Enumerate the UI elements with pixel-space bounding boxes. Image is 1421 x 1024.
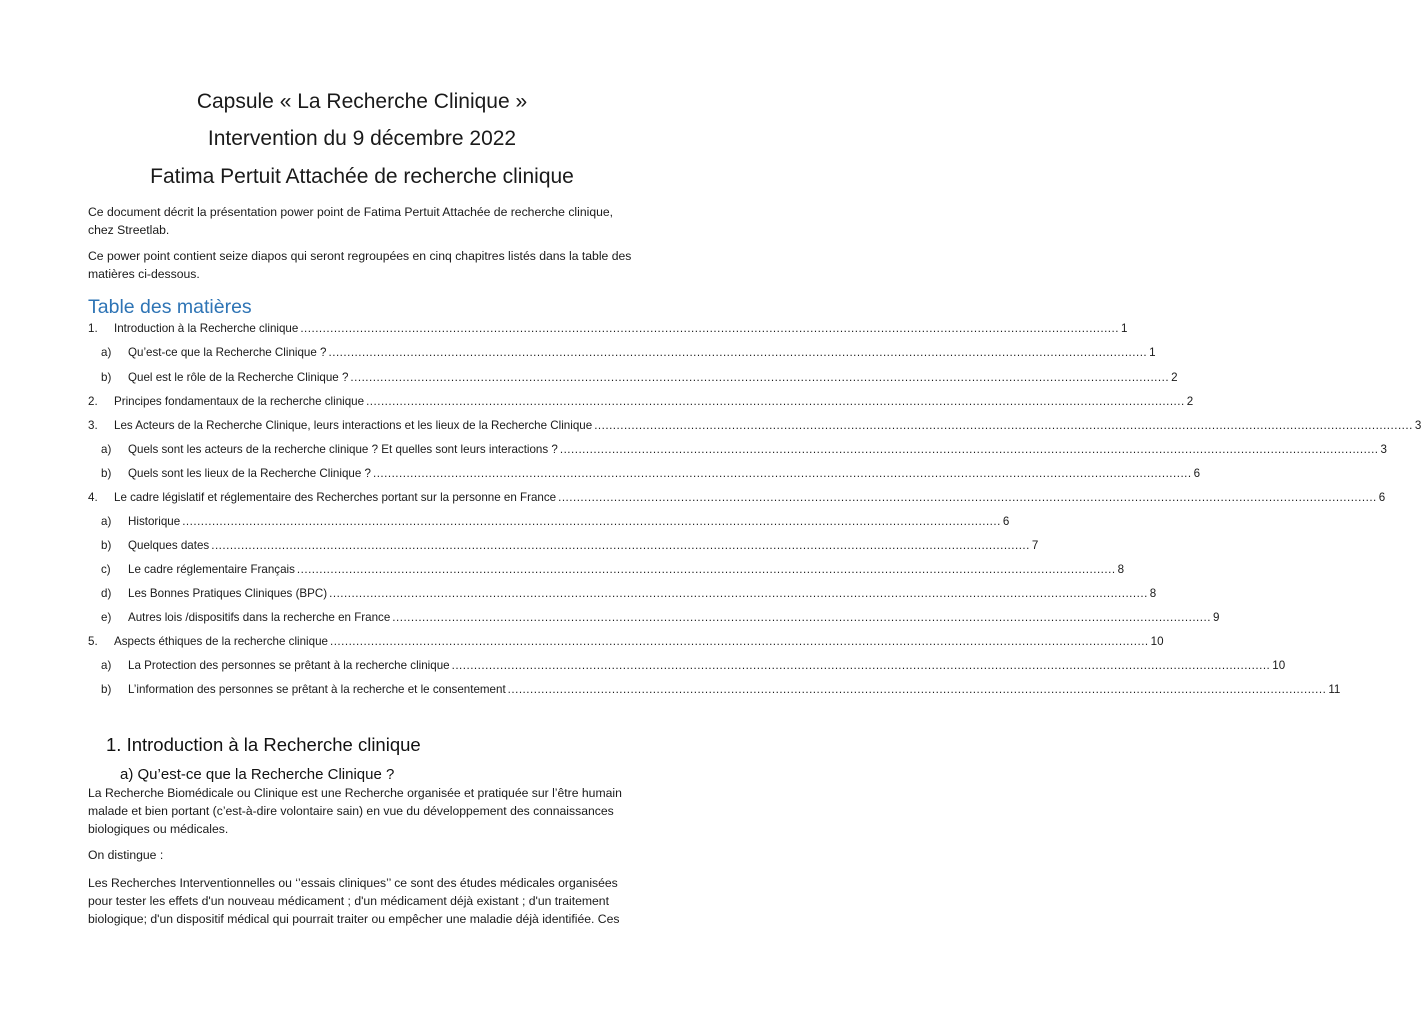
- toc-entry-page: 6: [1378, 491, 1386, 504]
- body-line: malade et bien portant (c’est-à-dire volontaire sain) en vue du développement des connaissances: [88, 804, 614, 818]
- toc-entry-number: a): [101, 346, 112, 359]
- toc-entry[interactable]: [101, 514, 1010, 530]
- toc-dot-leader: ............................................................................................................................................................................................................................: [328, 346, 1148, 359]
- body-line: biologique; d'un dispositif médical qui pourrait traiter ou empêcher une maladie déjà identifiée. Ces: [88, 912, 620, 926]
- toc-entry[interactable]: [101, 442, 1387, 458]
- toc-entry-number: a): [101, 443, 112, 456]
- toc-dot-leader: ............................................................................................................................................................................................................................: [329, 587, 1148, 600]
- toc-entry[interactable]: [101, 658, 1286, 674]
- toc-entry[interactable]: [101, 682, 1341, 698]
- toc-entry-title: Aspects éthiques de la recherche clinique: [114, 635, 328, 648]
- toc-entry-number: d): [101, 587, 112, 600]
- toc-entry[interactable]: [88, 394, 1194, 410]
- intro-paragraph-2: Ce power point contient seize diapos qui seront regroupées en cinq chapitres listés dans la table des matières ci-dessous.: [88, 249, 632, 281]
- toc-entry-title: Le cadre législatif et réglementaire des Recherches portant sur la personne en France: [114, 491, 557, 504]
- document-subtitle-author: Fatima Pertuit Attachée de recherche clinique: [150, 165, 574, 188]
- toc-entry-number: 1.: [88, 322, 98, 335]
- toc-entry[interactable]: [101, 562, 1125, 578]
- toc-entry-title: Historique: [128, 515, 181, 528]
- toc-entry-title: Les Acteurs de la Recherche Clinique, leurs interactions et les lieux de la Recherche Clinique: [114, 419, 593, 432]
- toc-entry-title: Quels sont les lieux de la Recherche Clinique ?: [128, 467, 371, 480]
- body-line: On distingue :: [88, 848, 164, 862]
- toc-entry-number: b): [101, 467, 112, 480]
- document-subtitle-date: Intervention du 9 décembre 2022: [207, 127, 517, 150]
- toc-entry-page: 11: [1328, 683, 1341, 696]
- toc-dot-leader: ............................................................................................................................................................................................................................: [392, 611, 1211, 624]
- toc-entry[interactable]: [101, 586, 1157, 602]
- toc-entry-number: a): [101, 659, 112, 672]
- toc-entry-number: c): [101, 563, 111, 576]
- toc-entry-number: 5.: [88, 635, 98, 648]
- toc-entry-title: Les Bonnes Pratiques Cliniques (BPC): [128, 587, 328, 600]
- toc-entry-page: 2: [1186, 395, 1194, 408]
- toc-dot-leader: ............................................................................................................................................................................................................................: [329, 635, 1149, 648]
- toc-dot-leader: ............................................................................................................................................................................................................................: [296, 563, 1116, 576]
- toc-entry-page: 10: [1272, 659, 1286, 672]
- toc-entry[interactable]: [101, 345, 1156, 361]
- document-title: Capsule « La Recherche Clinique »: [196, 90, 528, 113]
- toc-entry[interactable]: [101, 466, 1201, 482]
- toc-dot-leader: ............................................................................................................................................................................................................................: [350, 371, 1170, 384]
- body-line: biologiques ou médicales.: [88, 822, 229, 836]
- toc-entry-number: 3.: [88, 419, 98, 432]
- toc-entry-page: 8: [1149, 587, 1157, 600]
- body-line: pour tester les effets d'un nouveau médicament ; d'un médicament déjà existant ; d'un traitement: [88, 894, 609, 908]
- toc-entry-title: Introduction à la Recherche clinique: [114, 322, 299, 335]
- body-line: Les Recherches Interventionnelles ou ‘’essais cliniques’’ ce sont des études médicales organisées: [88, 876, 618, 890]
- toc-entry-page: 1: [1149, 346, 1156, 359]
- toc-entry-page: 8: [1117, 563, 1125, 576]
- toc-entry[interactable]: [88, 418, 1421, 434]
- subsection-heading-1a: a) Qu’est-ce que la Recherche Clinique ?: [120, 766, 395, 783]
- toc-entry-number: b): [101, 683, 112, 696]
- toc-entry-number: b): [101, 371, 112, 384]
- toc-entry[interactable]: [101, 610, 1220, 626]
- toc-dot-leader: ............................................................................................................................................................................................................................: [451, 659, 1271, 672]
- toc-entry-title: Qu’est-ce que la Recherche Clinique ?: [128, 346, 327, 359]
- toc-dot-leader: ............................................................................................................................................................................................................................: [372, 467, 1192, 480]
- toc-dot-leader: ............................................................................................................................................................................................................................: [559, 443, 1379, 456]
- toc-entry-page: 6: [1193, 467, 1201, 480]
- toc-entry-title: L’information des personnes se prêtant à la recherche et le consentement: [128, 683, 506, 696]
- toc-dot-leader: ............................................................................................................................................................................................................................: [507, 683, 1327, 696]
- toc-entry-page: 3: [1380, 443, 1387, 456]
- toc-entry-title: Le cadre réglementaire Français: [128, 563, 295, 576]
- toc-entry-title: Quel est le rôle de la Recherche Clinique ?: [128, 371, 349, 384]
- toc-dot-leader: ............................................................................................................................................................................................................................: [558, 491, 1377, 504]
- toc-entry-page: 1: [1120, 322, 1128, 335]
- toc-entry[interactable]: [101, 538, 1039, 554]
- toc-dot-leader: ............................................................................................................................................................................................................................: [211, 539, 1030, 552]
- toc-entry-number: 4.: [88, 491, 98, 504]
- toc-entry-page: 7: [1031, 539, 1039, 552]
- toc-entry-title: Quelques dates: [128, 539, 210, 552]
- toc-entry-title: La Protection des personnes se prêtant à la recherche clinique: [128, 659, 450, 672]
- toc-dot-leader: ............................................................................................................................................................................................................................: [366, 395, 1185, 408]
- toc-entry-title: Principes fondamentaux de la recherche clinique: [114, 395, 365, 408]
- toc-entry-number: 2.: [88, 395, 98, 408]
- toc-entry-page: 2: [1171, 371, 1178, 384]
- toc-entry-title: Quels sont les acteurs de la recherche clinique ? Et quelles sont leurs interactions ?: [128, 443, 558, 456]
- toc-dot-leader: ............................................................................................................................................................................................................................: [594, 419, 1413, 432]
- body-line: La Recherche Biomédicale ou Clinique est une Recherche organisée et pratiquée sur l’être humain: [88, 786, 622, 800]
- toc-dot-leader: ............................................................................................................................................................................................................................: [182, 515, 1001, 528]
- toc-entry-number: a): [101, 515, 112, 528]
- toc-entry[interactable]: [88, 490, 1386, 506]
- toc-dot-leader: ............................................................................................................................................................................................................................: [300, 322, 1119, 335]
- section-heading-1: 1. Introduction à la Recherche clinique: [106, 734, 421, 755]
- toc-entry-title: Autres lois /dispositifs dans la recherche en France: [128, 611, 391, 624]
- intro-paragraph-1: Ce document décrit la présentation power point de Fatima Pertuit Attachée de recherche clinique, chez Streetlab.: [88, 205, 614, 237]
- toc-entry-number: b): [101, 539, 112, 552]
- toc-entry-page: 6: [1002, 515, 1010, 528]
- toc-entry-number: e): [101, 611, 112, 624]
- toc-entry[interactable]: [88, 634, 1164, 650]
- toc-entry[interactable]: [88, 321, 1128, 337]
- toc-entry-page: 9: [1212, 611, 1220, 624]
- toc-entry-page: 3: [1414, 419, 1421, 432]
- toc-heading: Table des matières: [88, 296, 252, 318]
- toc-entry[interactable]: [101, 370, 1178, 386]
- toc-entry-page: 10: [1150, 635, 1164, 648]
